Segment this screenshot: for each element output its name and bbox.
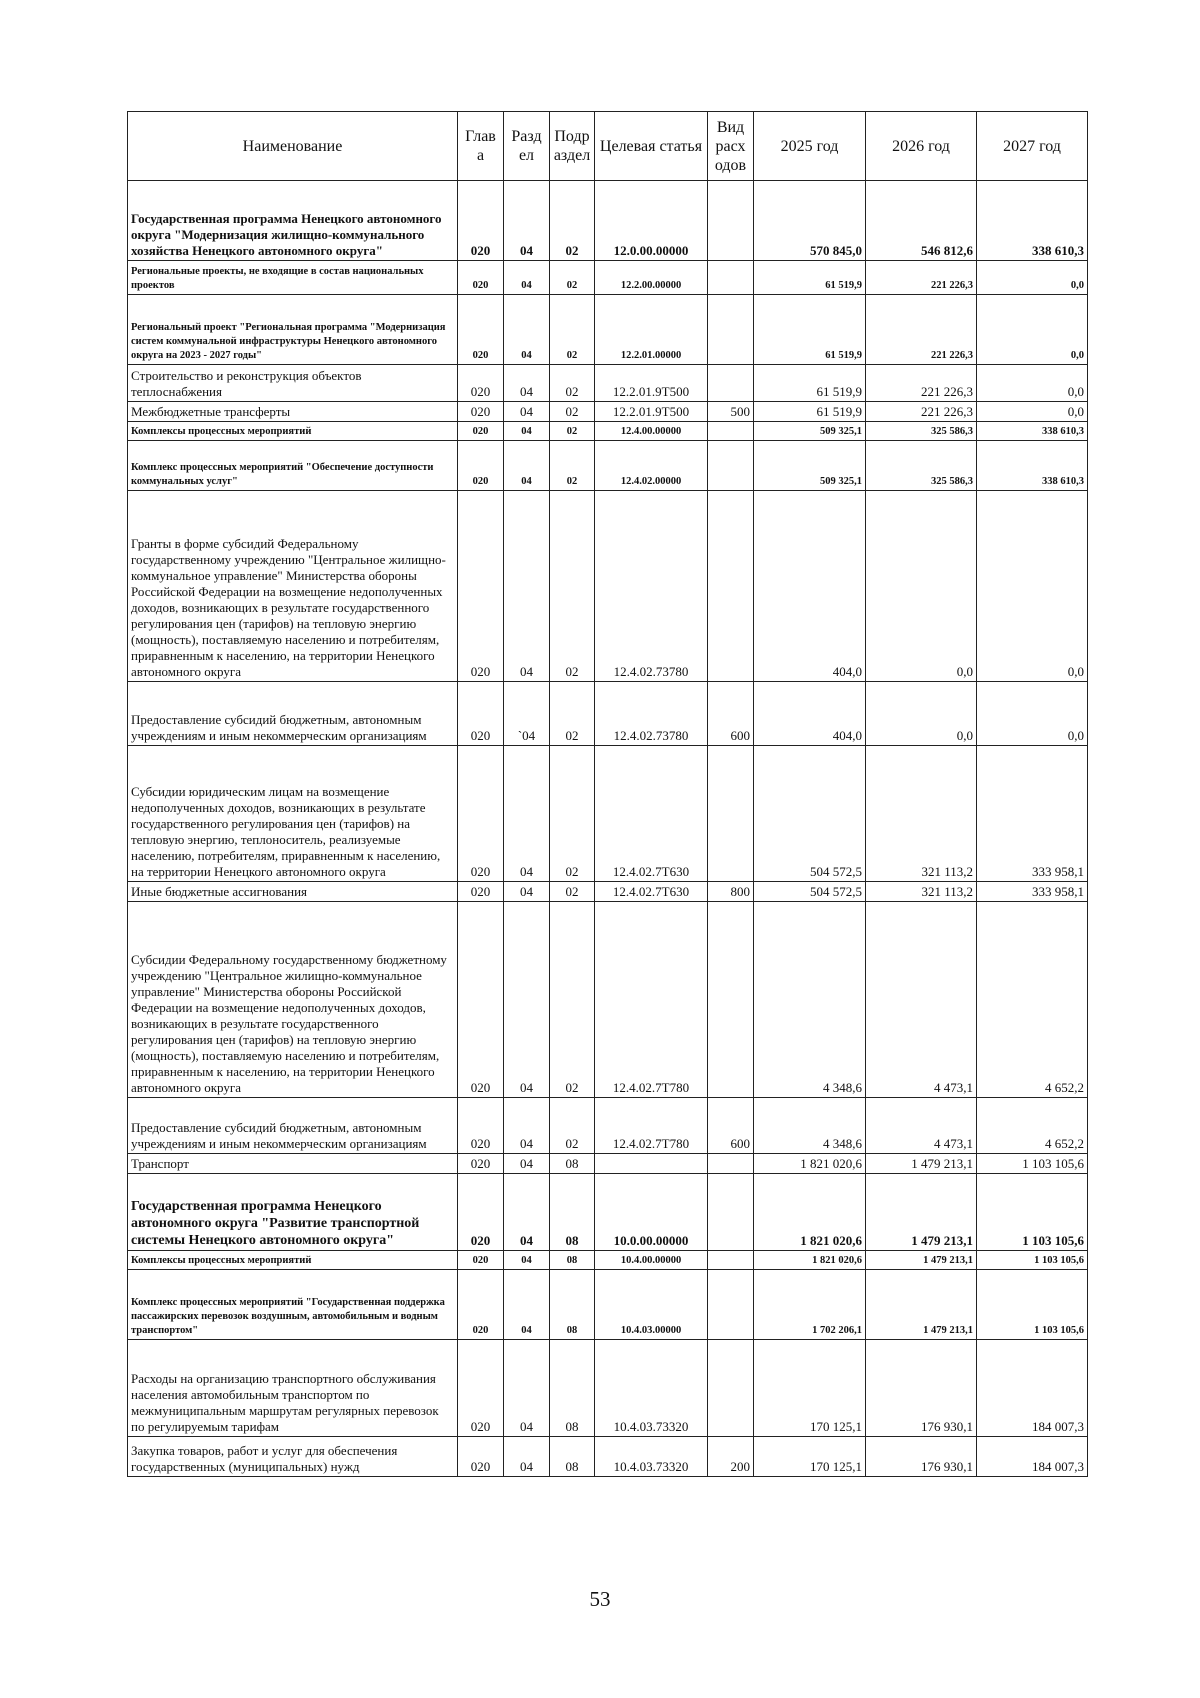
cell-podrazdel: 08 (550, 1270, 595, 1340)
col-header-name: Наименование (128, 112, 458, 181)
cell-statya: 12.4.00.00000 (595, 422, 708, 441)
cell-2027: 0,0 (977, 491, 1088, 682)
cell-name: Государственная программа Ненецкого автономного округа "Модернизация жилищно-коммунального хозяйства Ненецкого автономного округа" (128, 181, 458, 261)
cell-razdel: 04 (504, 902, 550, 1098)
col-header-vid: Вид расх одов (708, 112, 754, 181)
cell-vid (708, 902, 754, 1098)
cell-vid (708, 1340, 754, 1437)
cell-2026: 1 479 213,1 (866, 1251, 977, 1270)
cell-2026: 1 479 213,1 (866, 1174, 977, 1251)
col-header-2027: 2027 год (977, 112, 1088, 181)
cell-2027: 1 103 105,6 (977, 1270, 1088, 1340)
cell-statya: 12.4.02.73780 (595, 491, 708, 682)
cell-statya: 12.4.02.73780 (595, 682, 708, 746)
cell-podrazdel: 08 (550, 1437, 595, 1477)
table-header-row (128, 112, 1088, 181)
page-number: 53 (589, 1587, 611, 1611)
cell-vid: 600 (708, 682, 754, 746)
col-header-2025: 2025 год (754, 112, 866, 181)
cell-vid: 600 (708, 1098, 754, 1154)
cell-2026: 176 930,1 (866, 1437, 977, 1477)
cell-2025: 504 572,5 (754, 746, 866, 882)
cell-2026: 221 226,3 (866, 402, 977, 422)
cell-2026: 221 226,3 (866, 295, 977, 365)
cell-2027: 0,0 (977, 261, 1088, 295)
cell-statya: 12.2.00.00000 (595, 261, 708, 295)
table-row (128, 902, 1088, 1098)
cell-statya (595, 1154, 708, 1174)
cell-glava: 020 (458, 365, 504, 402)
cell-2025: 504 572,5 (754, 882, 866, 902)
cell-2026: 4 473,1 (866, 902, 977, 1098)
cell-razdel: 04 (504, 1340, 550, 1437)
cell-razdel: 04 (504, 1270, 550, 1340)
cell-2027: 0,0 (977, 295, 1088, 365)
cell-glava: 020 (458, 1154, 504, 1174)
cell-2026: 0,0 (866, 491, 977, 682)
cell-2025: 61 519,9 (754, 365, 866, 402)
col-header-2026: 2026 год (866, 112, 977, 181)
cell-glava: 020 (458, 1340, 504, 1437)
cell-razdel: 04 (504, 1437, 550, 1477)
table-row (128, 682, 1088, 746)
col-header-glava: Глав а (458, 112, 504, 181)
cell-name: Расходы на организацию транспортного обслуживания населения автомобильным транспортом по межмуниципальным маршрутам регулярных перевозок по регулируемым тарифам (128, 1340, 458, 1437)
cell-glava: 020 (458, 1098, 504, 1154)
cell-statya: 10.4.03.00000 (595, 1270, 708, 1340)
cell-2025: 4 348,6 (754, 1098, 866, 1154)
cell-2027: 333 958,1 (977, 882, 1088, 902)
cell-razdel: 04 (504, 181, 550, 261)
cell-statya: 12.4.02.7T780 (595, 902, 708, 1098)
cell-podrazdel: 02 (550, 902, 595, 1098)
cell-name: Комплексы процессных мероприятий (128, 1251, 458, 1270)
cell-2025: 509 325,1 (754, 422, 866, 441)
cell-podrazdel: 02 (550, 422, 595, 441)
cell-glava: 020 (458, 491, 504, 682)
cell-2025: 1 821 020,6 (754, 1154, 866, 1174)
cell-2025: 61 519,9 (754, 295, 866, 365)
cell-name: Субсидии Федеральному государственному бюджетному учреждению "Центральное жилищно-коммунальное управление" Министерства обороны Российской Федерации на возмещение недополученных доходов, возникающих в результате государственного регулирования цен (тарифов) на тепловую энергию (мощность), поставляемую населению и потребителям, приравненным к населению, на территории Ненецкого автономного округа (128, 902, 458, 1098)
cell-2026: 325 586,3 (866, 441, 977, 491)
cell-podrazdel: 02 (550, 1098, 595, 1154)
cell-2026: 0,0 (866, 682, 977, 746)
cell-2027: 1 103 105,6 (977, 1251, 1088, 1270)
cell-2025: 61 519,9 (754, 261, 866, 295)
cell-2025: 404,0 (754, 682, 866, 746)
col-header-podrazdel: Подр аздел (550, 112, 595, 181)
table-row (128, 1154, 1088, 1174)
cell-name: Предоставление субсидий бюджетным, автономным учреждениям и иным некоммерческим организациям (128, 682, 458, 746)
cell-name: Субсидии юридическим лицам на возмещение недополученных доходов, возникающих в результате государственного регулирования цен (тарифов) на тепловую энергию, теплоноситель, реализуемые населению, потребителям, приравненным к населению, на территории Ненецкого автономного округа (128, 746, 458, 882)
cell-2027: 0,0 (977, 402, 1088, 422)
cell-2026: 321 113,2 (866, 746, 977, 882)
cell-statya: 12.4.02.7T630 (595, 882, 708, 902)
cell-name: Транспорт (128, 1154, 458, 1174)
cell-vid: 800 (708, 882, 754, 902)
cell-podrazdel: 08 (550, 1251, 595, 1270)
cell-2027: 338 610,3 (977, 441, 1088, 491)
cell-statya: 12.4.02.00000 (595, 441, 708, 491)
col-header-statya: Целевая статья (595, 112, 708, 181)
cell-2026: 325 586,3 (866, 422, 977, 441)
cell-2025: 1 702 206,1 (754, 1270, 866, 1340)
cell-razdel: 04 (504, 441, 550, 491)
cell-vid: 500 (708, 402, 754, 422)
cell-podrazdel: 02 (550, 746, 595, 882)
cell-glava: 020 (458, 1437, 504, 1477)
cell-2027: 184 007,3 (977, 1340, 1088, 1437)
table-row (128, 422, 1088, 441)
cell-2026: 1 479 213,1 (866, 1270, 977, 1340)
budget-document (127, 111, 1088, 1477)
cell-vid (708, 1270, 754, 1340)
cell-2027: 338 610,3 (977, 181, 1088, 261)
cell-vid (708, 1154, 754, 1174)
cell-podrazdel: 08 (550, 1340, 595, 1437)
table-row (128, 882, 1088, 902)
cell-2026: 221 226,3 (866, 365, 977, 402)
cell-podrazdel: 08 (550, 1174, 595, 1251)
cell-2025: 404,0 (754, 491, 866, 682)
cell-razdel: 04 (504, 882, 550, 902)
cell-vid (708, 181, 754, 261)
cell-vid (708, 746, 754, 882)
cell-2025: 570 845,0 (754, 181, 866, 261)
cell-podrazdel: 02 (550, 491, 595, 682)
cell-podrazdel: 02 (550, 181, 595, 261)
cell-razdel: 04 (504, 1098, 550, 1154)
cell-2027: 333 958,1 (977, 746, 1088, 882)
cell-2025: 170 125,1 (754, 1340, 866, 1437)
cell-podrazdel: 02 (550, 441, 595, 491)
cell-name: Государственная программа Ненецкого автономного округа "Развитие транспортной системы Ненецкого автономного округа" (128, 1174, 458, 1251)
table-row (128, 261, 1088, 295)
cell-podrazdel: 08 (550, 1154, 595, 1174)
cell-2026: 221 226,3 (866, 261, 977, 295)
cell-vid (708, 422, 754, 441)
table-row (128, 181, 1088, 261)
cell-2025: 1 821 020,6 (754, 1251, 866, 1270)
cell-2026: 4 473,1 (866, 1098, 977, 1154)
cell-statya: 10.4.03.73320 (595, 1340, 708, 1437)
cell-razdel: 04 (504, 422, 550, 441)
cell-name: Предоставление субсидий бюджетным, автономным учреждениям и иным некоммерческим организациям (128, 1098, 458, 1154)
cell-2026: 1 479 213,1 (866, 1154, 977, 1174)
cell-vid (708, 261, 754, 295)
table-row (128, 365, 1088, 402)
cell-statya: 12.0.00.00000 (595, 181, 708, 261)
cell-razdel: 04 (504, 295, 550, 365)
cell-razdel: 04 (504, 1251, 550, 1270)
cell-name: Строительство и реконструкция объектов теплоснабжения (128, 365, 458, 402)
cell-razdel: 04 (504, 1174, 550, 1251)
cell-name: Комплексы процессных мероприятий (128, 422, 458, 441)
cell-statya: 12.2.01.9T500 (595, 402, 708, 422)
cell-name: Комплекс процессных мероприятий "Государственная поддержка пассажирских перевозок воздушным, автомобильным и водным транспортом" (128, 1270, 458, 1340)
cell-podrazdel: 02 (550, 402, 595, 422)
table-row (128, 295, 1088, 365)
cell-2025: 170 125,1 (754, 1437, 866, 1477)
table-row (128, 441, 1088, 491)
table-row (128, 1174, 1088, 1251)
table-row (128, 1251, 1088, 1270)
cell-glava: 020 (458, 902, 504, 1098)
cell-podrazdel: 02 (550, 261, 595, 295)
cell-name: Комплекс процессных мероприятий "Обеспечение доступности коммунальных услуг" (128, 441, 458, 491)
table-body (128, 181, 1088, 1477)
cell-2026: 321 113,2 (866, 882, 977, 902)
cell-podrazdel: 02 (550, 365, 595, 402)
cell-glava: 020 (458, 295, 504, 365)
cell-2027: 0,0 (977, 365, 1088, 402)
cell-2025: 1 821 020,6 (754, 1174, 866, 1251)
cell-razdel: 04 (504, 746, 550, 882)
cell-vid (708, 441, 754, 491)
cell-2027: 338 610,3 (977, 422, 1088, 441)
cell-name: Закупка товаров, работ и услуг для обеспечения государственных (муниципальных) нужд (128, 1437, 458, 1477)
cell-2026: 176 930,1 (866, 1340, 977, 1437)
cell-vid (708, 491, 754, 682)
cell-glava: 020 (458, 682, 504, 746)
cell-statya: 12.4.02.7T630 (595, 746, 708, 882)
cell-glava: 020 (458, 181, 504, 261)
cell-2027: 0,0 (977, 682, 1088, 746)
cell-2025: 61 519,9 (754, 402, 866, 422)
cell-statya: 12.2.01.9T500 (595, 365, 708, 402)
cell-podrazdel: 02 (550, 295, 595, 365)
cell-glava: 020 (458, 402, 504, 422)
cell-razdel: 04 (504, 261, 550, 295)
cell-razdel: 04 (504, 402, 550, 422)
cell-glava: 020 (458, 441, 504, 491)
cell-name: Гранты в форме субсидий Федеральному государственному учреждению "Центральное жилищно-коммунальное управление" Министерства обороны Российской Федерации на возмещение недополученных доходов, возникающих в результате государственного регулирования цен (тарифов) на тепловую энергию (мощность), поставляемую населению и потребителям, приравненным к населению, на территории Ненецкого автономного округа (128, 491, 458, 682)
cell-2027: 4 652,2 (977, 902, 1088, 1098)
cell-vid (708, 365, 754, 402)
cell-vid: 200 (708, 1437, 754, 1477)
cell-name: Иные бюджетные ассигнования (128, 882, 458, 902)
table-row (128, 1270, 1088, 1340)
cell-razdel: 04 (504, 1154, 550, 1174)
cell-glava: 020 (458, 422, 504, 441)
cell-statya: 12.2.01.00000 (595, 295, 708, 365)
budget-table (127, 111, 1088, 1477)
cell-razdel: 04 (504, 491, 550, 682)
cell-2027: 184 007,3 (977, 1437, 1088, 1477)
cell-glava: 020 (458, 261, 504, 295)
cell-2027: 1 103 105,6 (977, 1174, 1088, 1251)
cell-2025: 4 348,6 (754, 902, 866, 1098)
table-row (128, 1437, 1088, 1477)
col-header-razdel: Разд ел (504, 112, 550, 181)
table-row (128, 491, 1088, 682)
cell-glava: 020 (458, 746, 504, 882)
cell-glava: 020 (458, 1270, 504, 1340)
table-row (128, 1340, 1088, 1437)
cell-statya: 10.4.03.73320 (595, 1437, 708, 1477)
table-row (128, 1098, 1088, 1154)
cell-name: Межбюджетные трансферты (128, 402, 458, 422)
cell-statya: 12.4.02.7T780 (595, 1098, 708, 1154)
cell-razdel: 04 (504, 365, 550, 402)
cell-podrazdel: 02 (550, 682, 595, 746)
cell-name: Региональный проект "Региональная программа "Модернизация систем коммунальной инфраструктуры Ненецкого автономного округа на 2023 - 2027 годы" (128, 295, 458, 365)
cell-vid (708, 1174, 754, 1251)
cell-razdel: `04 (504, 682, 550, 746)
cell-2025: 509 325,1 (754, 441, 866, 491)
table-row (128, 402, 1088, 422)
cell-name: Региональные проекты, не входящие в состав национальных проектов (128, 261, 458, 295)
cell-vid (708, 295, 754, 365)
cell-statya: 10.4.00.00000 (595, 1251, 708, 1270)
cell-2027: 1 103 105,6 (977, 1154, 1088, 1174)
cell-2026: 546 812,6 (866, 181, 977, 261)
cell-glava: 020 (458, 1251, 504, 1270)
cell-glava: 020 (458, 882, 504, 902)
table-row (128, 746, 1088, 882)
cell-2027: 4 652,2 (977, 1098, 1088, 1154)
cell-vid (708, 1251, 754, 1270)
cell-statya: 10.0.00.00000 (595, 1174, 708, 1251)
cell-podrazdel: 02 (550, 882, 595, 902)
cell-glava: 020 (458, 1174, 504, 1251)
